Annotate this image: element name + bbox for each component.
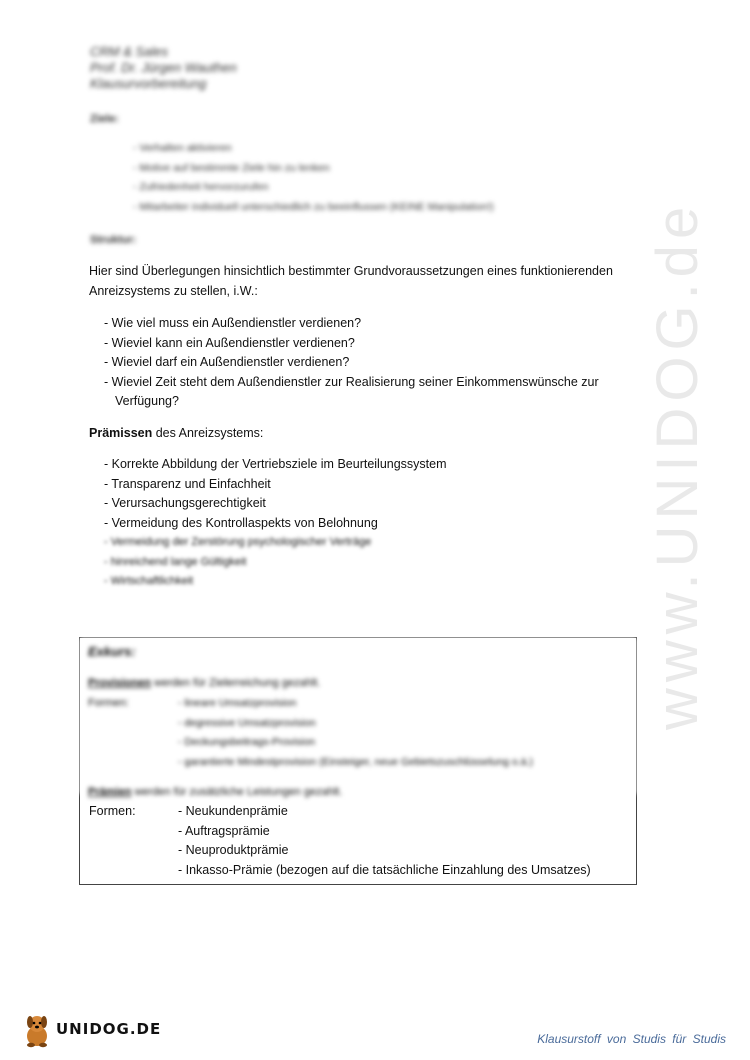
- provision-list: [178, 694, 533, 772]
- list-item: - Mitarbeiter individuell unterschiedlich zu beeinflussen (KEINE Manipulation!): [133, 200, 494, 213]
- list-item: - hinreichend lange Gültigkeit: [104, 555, 247, 568]
- unidog-logo[interactable]: [22, 1012, 161, 1048]
- dog-icon: [22, 1012, 52, 1048]
- watermark: www.UNIDOG.de: [645, 200, 710, 730]
- ziele-label: Ziele:: [90, 113, 119, 125]
- logo-text: UNIDOG.DE: [56, 1020, 162, 1039]
- list-item: - Zufriedenheit hervorzurufen: [133, 181, 269, 193]
- provision-formen-label: Formen:: [88, 697, 129, 709]
- praemien-list: [178, 802, 591, 880]
- header-line: Klausurvorbereitung: [90, 76, 207, 91]
- list-item: - Wieviel darf ein Außendienstler verdienen?: [104, 355, 350, 369]
- praemien-term: Prämien: [88, 786, 132, 798]
- provisionen-line: [88, 674, 320, 694]
- list-item: - degressive Umsatzprovision: [178, 716, 316, 729]
- struktur-label: Struktur:: [90, 234, 137, 246]
- list-item: - lineare Umsatzprovision: [178, 697, 297, 709]
- exkurs-title: Exkurs:: [88, 644, 136, 659]
- header-line: CRM & Sales: [90, 44, 169, 59]
- list-item: - Vermeidung des Kontrollaspekts von Belohnung: [104, 515, 378, 530]
- list-item: - Deckungsbeitrags-Provision: [178, 736, 316, 748]
- praemien-rest: werden für zusätzliche Leistungen gezahlt.: [131, 786, 343, 798]
- provisionen-rest: werden für Zielerreichung gezahlt.: [150, 677, 321, 689]
- praemien-formen-label: Formen:: [89, 804, 136, 818]
- ziele-list: [133, 139, 494, 217]
- header-line: Prof. Dr. Jürgen Wauthen: [90, 60, 237, 75]
- list-item: - Motive auf bestimmte Ziele hin zu lenken: [133, 161, 330, 174]
- praemissen-list: [104, 455, 644, 592]
- list-item: - Transparenz und Einfachheit: [104, 476, 271, 491]
- list-item: - Vermeidung der Zerstörung psychologischer Verträge: [104, 536, 372, 548]
- praemissen-heading: [89, 424, 649, 444]
- document-header: [90, 44, 237, 92]
- praemissen-bold: Prämissen: [89, 426, 153, 440]
- list-item: - Neukundenprämie: [178, 804, 288, 818]
- praemissen-rest: des Anreizsystems:: [152, 426, 264, 440]
- provisionen-term: Provisionen: [88, 677, 151, 689]
- praemien-line: [88, 783, 342, 803]
- list-item: - Inkasso-Prämie (bezogen auf die tatsächliche Einzahlung des Umsatzes): [178, 862, 591, 877]
- footer-tagline: Klausurstoff von Studis für Studis: [537, 1032, 726, 1046]
- list-item: - Neuproduktprämie: [178, 843, 289, 857]
- list-item: - Wieviel kann ein Außendienstler verdienen?: [104, 335, 355, 350]
- list-item: - garantierte Mindestprovision (Einsteiger, neue Gebietszuschlüsselung o.ä.): [178, 755, 533, 768]
- list-item: - Wirtschaftlichkeit: [104, 575, 194, 587]
- struktur-intro: Hier sind Überlegungen hinsichtlich bestimmter Grundvoraussetzungen eines funktionierenden Anreizsystems zu stellen, i.W.:: [89, 264, 613, 298]
- list-item: - Verursachungsgerechtigkeit: [104, 496, 266, 510]
- list-item: - Wieviel Zeit steht dem Außendienstler zur Realisierung seiner Einkommenswünsche zur Verfügung?: [104, 374, 599, 408]
- list-item: - Verhalten aktivieren: [133, 142, 232, 154]
- list-item: - Wie viel muss ein Außendienstler verdienen?: [104, 316, 362, 330]
- exkurs-blurred-section: [80, 638, 636, 798]
- list-item: - Korrekte Abbildung der Vertriebsziele im Beurteilungssystem: [104, 457, 447, 471]
- list-item: - Auftragsprämie: [178, 823, 270, 838]
- struktur-list: [104, 314, 644, 412]
